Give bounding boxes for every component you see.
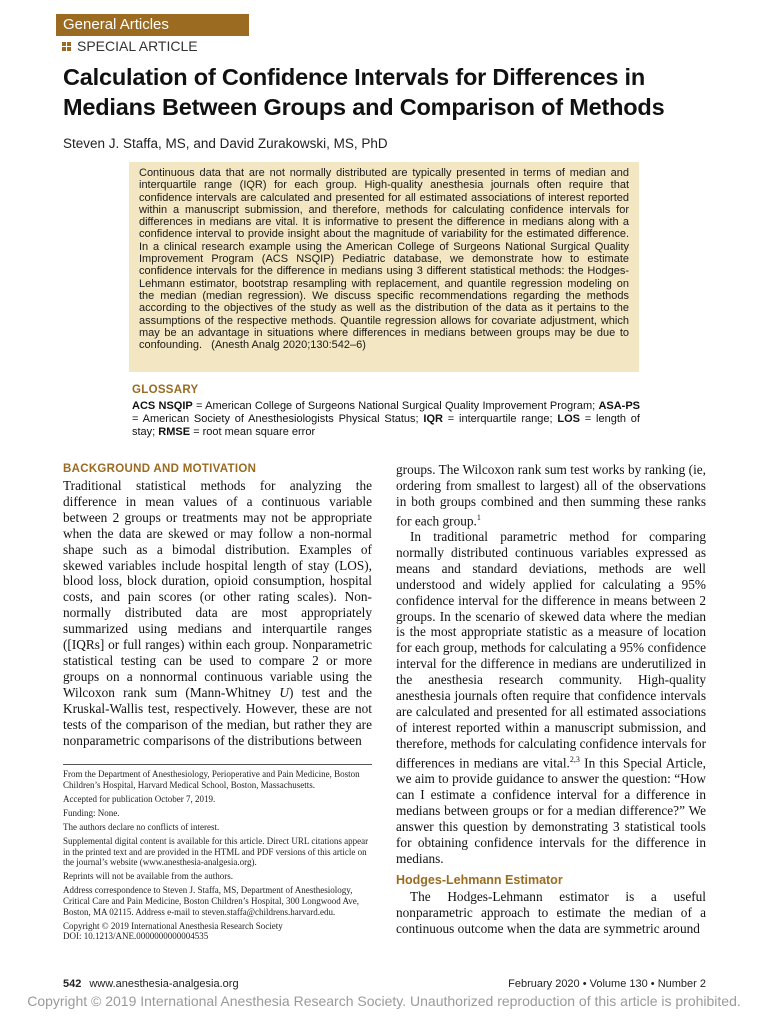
- footnote-divider: [63, 764, 372, 765]
- page-number: 542: [63, 978, 82, 990]
- glossary-definition: = interquartile range;: [442, 413, 558, 425]
- glossary-body: [132, 400, 640, 439]
- article-title: Calculation of Confidence Intervals for Differences in Medians Between Groups and Comparison of Methods: [63, 64, 665, 120]
- footer-issue: February 2020 • Volume 130 • Number 2: [508, 978, 706, 990]
- footnote-copyright: Copyright © 2019 International Anesthesia Research Society: [63, 920, 283, 931]
- hodges-lehmann-heading: Hodges-Lehmann Estimator: [396, 872, 563, 887]
- hodges-lehmann-paragraph: The Hodges-Lehmann estimator is a useful nonparametric approach to estimate the median of a continuous outcome when the data are symmetric around: [396, 889, 706, 937]
- glossary-term: RMSE: [158, 426, 191, 438]
- article-type-label: SPECIAL ARTICLE: [77, 38, 198, 54]
- glossary-heading: GLOSSARY: [132, 384, 199, 396]
- reference-superscript: 1: [476, 512, 481, 522]
- glossary-definition: = American College of Surgeons National Surgical Quality Improvement Program;: [192, 400, 599, 412]
- footnote-affiliation: From the Department of Anesthesiology, Perioperative and Pain Medicine, Boston Children’s Hospital, Harvard Medical School, Boston, Massachusetts.: [63, 769, 360, 790]
- footnote-reprints: Reprints will not be available from the authors.: [63, 871, 233, 882]
- glossary-definition: = American Society of Anesthesiologists Physical Status;: [132, 413, 424, 425]
- square-bullet-icon: [62, 42, 71, 51]
- glossary-term: ASA-PS: [598, 400, 641, 412]
- copyright-notice: Copyright © 2019 International Anesthesia Research Society. Unauthorized reproduction of this article is prohibited.: [27, 993, 741, 1009]
- footnotes: [63, 769, 375, 945]
- section-label: General Articles: [56, 14, 249, 36]
- authors: Steven J. Staffa, MS, and David Zurakowski, MS, PhD: [63, 136, 388, 151]
- background-paragraph-continued: groups. The Wilcoxon rank sum test works by ranking (ie, ordering from smallest to largest) all of the observations in both groups combined and then summing these ranks for each group.$^1$: [396, 462, 706, 529]
- background-paragraph: Traditional statistical methods for analyzing the difference in mean values of a continuous variable between 2 groups or treatments may not be appropriate when the data are skewed or may follow a non-normal shape such as a bimodal distribution. Examples of skewed variables include hospital length of stay (LOS), blood loss, block duration, opioid consumption, hospital costs, and pain scores (or other rating scales). Non-normally distributed data are most appropriately summarized using medians and interquartile ranges ([IQRs] or full ranges) within each group. Nonparametric statistical testing can be used to compare 2 or more groups on a nonnormal continuous variable using the Wilcoxon rank sum (Mann-Whitney U) test and the Kruskal-Wallis test, respectively. However, these are not tests of the comparison of the median, but rather they are nonparametric comparisons of the distributions between: [63, 478, 372, 748]
- footnote-conflicts: The authors declare no conflicts of interest.: [63, 821, 220, 832]
- glossary-definition: = root mean square error: [190, 426, 316, 438]
- footnote-correspondence: Address correspondence to Steven J. Staffa, MS, Department of Anesthesiology, Critical Care and Pain Medicine, Boston Children’s Hospital, 300 Longwood Ave, Boston, MA 02115. Address e-mail to steven.staffa@childrens.harvard.edu.: [63, 885, 360, 917]
- glossary-term: LOS: [557, 413, 580, 425]
- glossary-term: ACS NSQIP: [132, 400, 193, 412]
- footnote-supplemental: Supplemental digital content is available for this article. Direct URL citations appear in the printed text and are provided in the HTML and PDF versions of this article on the journal’s website (www.anesthesia-analgesia.org).: [63, 835, 369, 868]
- abstract-box: [129, 162, 639, 372]
- footnote-funding: Funding: None.: [63, 807, 120, 818]
- reference-superscript: 2,3: [569, 754, 580, 764]
- glossary-term: IQR: [423, 413, 443, 425]
- background-heading: BACKGROUND AND MOTIVATION: [63, 463, 257, 475]
- article-type: [62, 38, 198, 54]
- abstract-text: Continuous data that are not normally distributed are typically presented in terms of median and interquartile range (IQR) for each group. High-quality anesthesia journals often require that confidence intervals are calculated and presented for all estimated associations of interest reported within a manuscript submission, and therefore, methods for calculating confidence intervals for differences in medians are vital. It is informative to present the difference in medians along with a confidence interval to provide insight about the magnitude of variability for the estimated difference. In a clinical research example using the American College of Surgeons National Surgical Quality Improvement Program (ACS NSQIP) Pediatric database, we demonstrate how to estimate confidence intervals for the difference in medians using 3 different statistical methods: the Hodges-Lehmann estimator, bootstrap resampling with replacement, and quantile regression modeling on the median (median regression). We discuss specific recommendations regarding the methods according to the objectives of the study as well as the distribution of the data as it pertains to the assumptions of the respective methods. Quantile regression allows for covariate adjustment, which may be an advantage in situations where differences in medians between groups may be due to confounding.: [139, 167, 629, 352]
- right-column: [396, 462, 706, 937]
- background-paragraph-2: In traditional parametric method for comparing normally distributed continuous variables expressed as means and standard deviations, methods are well understood and widely applied for calculating a 95% confidence interval for the difference in means between 2 groups. In the scenario of skewed data where the median is the most appropriate statistic as a measure of location for each group, methods for calculating a 95% confidence interval for the difference in medians are underutilized in the anesthesia research community. High-quality anesthesia journals often require that confidence intervals are calculated and presented for all estimated associations of interest reported within a manuscript submission, and therefore, methods for calculating confidence intervals for differences in medians are vital.$^{2,3}$ In this Special Article, we aim to provide guidance to answer the question: “How can I estimate a confidence interval for a difference in medians between groups or for a median difference?” We answer this question by demonstrating 3 statistical tools for obtaining confidence intervals for the difference in medians.: [396, 529, 706, 866]
- footnote-accepted: Accepted for publication October 7, 2019.: [63, 793, 216, 804]
- footnote-doi: DOI: 10.1213/ANE.0000000000004535: [63, 931, 209, 942]
- abstract-citation: (Anesth Analg 2020;130:542–6): [211, 339, 366, 352]
- left-column: [63, 478, 372, 748]
- italic-u: U: [279, 684, 289, 700]
- footer-left: [63, 978, 239, 990]
- journal-website[interactable]: www.anesthesia-analgesia.org: [89, 978, 239, 990]
- glossary-definition: = length of stay;: [132, 413, 640, 438]
